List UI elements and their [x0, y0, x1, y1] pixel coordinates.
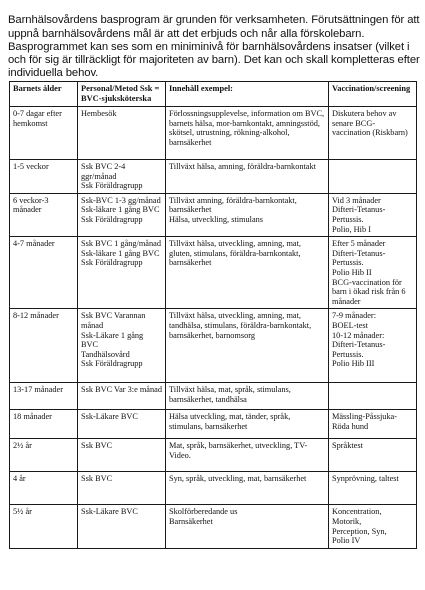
method-cell: Ssk BVC — [78, 439, 166, 472]
method-cell: Ssk BVC Var 3:e månad — [78, 383, 166, 410]
basprogram-table — [9, 81, 417, 549]
age-cell: 8-12 månader — [10, 309, 78, 383]
vaccination-cell: Koncentration, Motorik, Perception, Syn, Polio IV — [329, 505, 417, 548]
method-cell: Ssk BVC 2-4 ggr/månad Ssk Föräldragrupp — [78, 160, 166, 194]
age-cell: 6 veckor-3 månader — [10, 193, 78, 236]
age-cell: 18 månader — [10, 410, 78, 439]
table-row — [10, 309, 417, 383]
header-vaccination: Vaccination/screening — [329, 82, 417, 107]
age-cell: 4-7 månader — [10, 237, 78, 309]
table-row — [10, 383, 417, 410]
table-row — [10, 193, 417, 236]
vaccination-cell: Synprövning, taltest — [329, 472, 417, 505]
vaccination-cell — [329, 383, 417, 410]
method-cell: Ssk BVC 1 gång/månad Ssk-läkare 1 gång BVC Ssk Föräldragrupp — [78, 237, 166, 309]
content-cell: Tillväxt amning, föräldra-barnkontakt, barnsäkerhet Hälsa, utveckling, stimulans — [166, 193, 329, 236]
table-row — [10, 472, 417, 505]
age-cell: 5½ år — [10, 505, 78, 548]
content-cell: Tillväxt hälsa, utveckling, amning, mat, gluten, stimulans, föräldra-barnkontakt, barnsäkerhet — [166, 237, 329, 309]
content-cell: Mat, språk, barnsäkerhet, utveckling, TV-Video. — [166, 439, 329, 472]
content-cell: Hälsa utveckling, mat, tänder, språk, stimulans, barnsäkerhet — [166, 410, 329, 439]
method-cell: Ssk-Läkare BVC — [78, 410, 166, 439]
age-cell: 1-5 veckor — [10, 160, 78, 194]
method-cell: Hembesök — [78, 107, 166, 160]
vaccination-cell: Efter 5 månader Difteri-Tetanus-Pertussis. Polio Hib II BCG-vaccination för barn i ökad risk från 6 månader — [329, 237, 417, 309]
header-content: Innehåll exempel: — [166, 82, 329, 107]
age-cell: 4 år — [10, 472, 78, 505]
table-row — [10, 160, 417, 194]
table-row — [10, 410, 417, 439]
header-method: Personal/Metod Ssk = BVC-sjuksköterska — [78, 82, 166, 107]
age-cell: 2½ år — [10, 439, 78, 472]
content-cell: Tillväxt hälsa, utveckling, amning, mat, tandhälsa, stimulans, föräldra-barnkontakt, barnsäkerhet, barnomsorg — [166, 309, 329, 383]
vaccination-cell: 7-9 månader: BOEL-test 10-12 månader: Difteri-Tetanus-Pertussis. Polio Hib III — [329, 309, 417, 383]
vaccination-cell: Mässling-Påssjuka-Röda hund — [329, 410, 417, 439]
header-age: Barnets ålder — [10, 82, 78, 107]
method-cell: Ssk BVC — [78, 472, 166, 505]
content-cell: Syn, språk, utveckling, mat, barnsäkerhet — [166, 472, 329, 505]
content-cell: Tillväxt hälsa, mat, språk, stimulans, barnsäkerhet, tandhälsa — [166, 383, 329, 410]
table-row — [10, 237, 417, 309]
header-row — [10, 82, 417, 107]
vaccination-cell: Diskutera behov av senare BCG-vaccination (Riskbarn) — [329, 107, 417, 160]
vaccination-cell: Vid 3 månader Difteri-Tetanus-Pertussis. Polio, Hib I — [329, 193, 417, 236]
content-cell: Tillväxt hälsa, amning, föräldra-barnkontakt — [166, 160, 329, 194]
intro-paragraph: Barnhälsovårdens basprogram är grunden för verksamheten. Förutsättningen för att uppnå barnhälsovårdens mål är att det erbjuds och når alla förskolebarn. Basprogrammet kan ses som en miniminivå för barnhälsovårdens insatser (vilket i och för sig är tillräckligt för majoriteten av barn). Det kan och skall kompletteras efter individuella behov. — [8, 14, 420, 80]
age-cell: 0-7 dagar efter hemkomst — [10, 107, 78, 160]
method-cell: Ssk-BVC 1-3 gg/månad Ssk-läkare 1 gång BVC Ssk Föräldragrupp — [78, 193, 166, 236]
content-cell: Skolförberedande us Barnsäkerhet — [166, 505, 329, 548]
method-cell: Ssk-Läkare BVC — [78, 505, 166, 548]
table-row — [10, 107, 417, 160]
vaccination-cell: Språktest — [329, 439, 417, 472]
table-row — [10, 505, 417, 548]
table-row — [10, 439, 417, 472]
method-cell: Ssk BVC Varannan månad Ssk-Läkare 1 gång BVC Tandhälsovård Ssk Föräldragrupp — [78, 309, 166, 383]
content-cell: Förlossningsupplevelse, information om BVC, barnets hälsa, mor-barnkontakt, amningsstöd, skötsel, utrustning, rökning-alkohol, barnsäkerhet — [166, 107, 329, 160]
vaccination-cell — [329, 160, 417, 194]
age-cell: 13-17 månader — [10, 383, 78, 410]
